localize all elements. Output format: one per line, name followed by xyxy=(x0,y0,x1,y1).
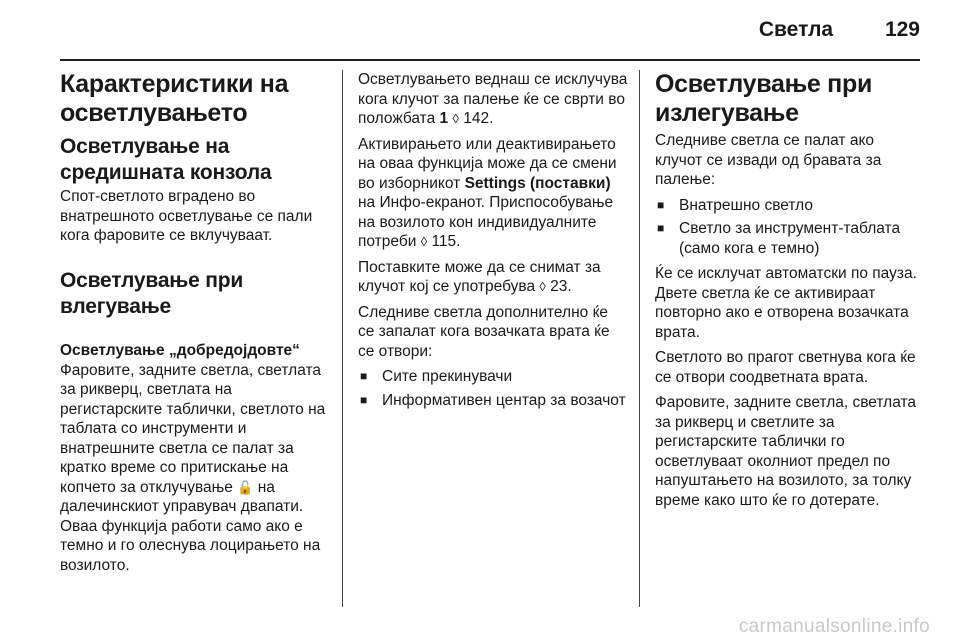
page-reference-icon: ◊ xyxy=(539,279,546,294)
list-item: ■ Сите прекинувачи xyxy=(358,367,628,387)
heading-center-console-lighting: Осветлување на средишната конзола xyxy=(60,135,272,184)
settings-menu-name: Settings (поставки) xyxy=(464,174,611,192)
paragraph-key-settings: Поставките може да се снимат за клучот кој се употребува ◊ 23. xyxy=(358,258,601,295)
page-reference: 115. xyxy=(431,233,461,250)
unlock-icon: 🔓 xyxy=(237,479,254,495)
heading-entry-lighting: Осветлување при влегување xyxy=(60,268,244,318)
paragraph-key-removed: Следниве светла се палат ако клучот се извади од бравата за палење: xyxy=(655,132,882,188)
paragraph-welcome-lighting: Фаровите, задните светла, светлата за рикверц, светлата на регистарските таблички, светлото на таблата со инструменти и внатрешните светла се палат за кратко време со притискање на копчето за отклучување 🔓 на далечинскиот управувач двапати. Оваа функција работи само ако е темно и го олеснува лоцирањето на возилото. xyxy=(60,361,326,574)
paragraph-threshold-light: Светлото во прагот светнува кога ќе се отвори соодветната врата. xyxy=(655,349,916,386)
paragraph-auto-off: Ќе се исклучат автоматски по пауза. Двете светла ќе се активираат повторно ако е отворена возачката врата. xyxy=(655,265,917,341)
list-exit-lights xyxy=(655,196,925,259)
page-reference-icon: ◊ xyxy=(420,234,428,249)
list-door-lights xyxy=(358,367,628,410)
list-item: ■ Информативен центар за возачот xyxy=(358,391,628,411)
section-title: Светла xyxy=(758,18,834,41)
paragraph-driver-door: Следниве светла дополнително ќе се запалат кога возачката врата ќе се отвори: xyxy=(358,303,610,360)
page-number: 129 xyxy=(884,18,920,41)
paragraph-spotlight: Спот-светлото вградено во внатрешното осветлување се пали кога фаровите се вклучуваат. xyxy=(60,188,313,244)
column-2 xyxy=(358,70,628,416)
column-1 xyxy=(60,70,332,581)
heading-lighting-features: Карактеристики на осветлувањето xyxy=(60,70,289,127)
heading-exit-lighting: Осветлување при излегување xyxy=(655,70,873,127)
page-reference: 142. xyxy=(463,110,494,127)
heading-welcome-lighting: Осветлување „добредојдовте“ xyxy=(60,341,300,359)
list-item: ■ Внатрешно светло xyxy=(655,196,925,216)
column-divider-2 xyxy=(639,70,640,607)
paragraph-exit-headlights: Фаровите, задните светла, светлата за рикверц и светлите за регистарските таблички го осветлуваат околниот предел по напуштањето на возилото, за толку време како што ќе го дотерате. xyxy=(655,394,917,509)
page-reference-icon: ◊ xyxy=(452,111,459,126)
page-reference: 23. xyxy=(550,278,572,295)
column-divider-1 xyxy=(342,70,343,607)
header-rule xyxy=(60,59,920,61)
paragraph-activation: Активирањето или деактивирањето на оваа функција може да се смени во изборникот Settings (поставки) на Инфо-екранот. Приспособување на возилото кон индивидуалните потреби ◊ 115. xyxy=(358,135,617,250)
paragraph-switch-off: Осветлувањето веднаш се исклучува кога клучот за палење ќе се сврти во положбата 1 ◊ 142. xyxy=(358,71,628,127)
list-item: ■ Светло за инструмент-таблата (само кога е темно) xyxy=(655,219,925,258)
page-header xyxy=(0,18,920,42)
watermark: carmanualsonline.info xyxy=(738,616,930,637)
column-3 xyxy=(655,70,925,516)
